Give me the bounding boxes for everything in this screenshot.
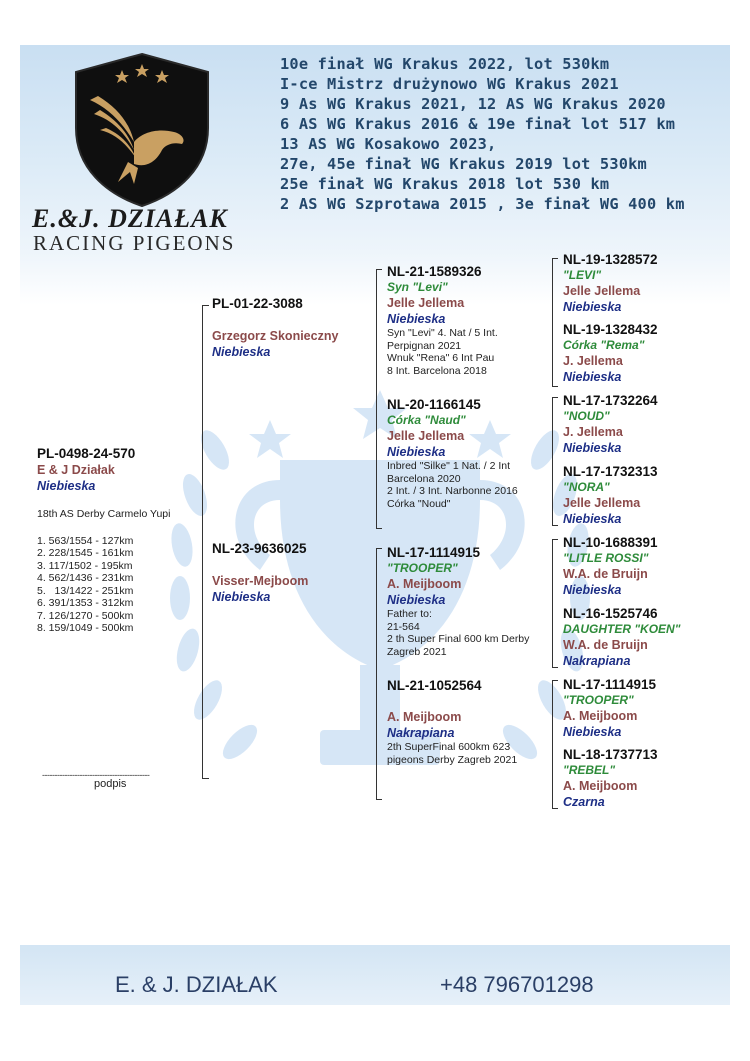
color: Niebieska — [563, 725, 622, 739]
result-line: 5. 13/1422 - 251km — [37, 584, 134, 597]
color: Niebieska — [387, 445, 446, 459]
dsd-pigeon — [563, 606, 733, 669]
dam-pigeon — [212, 541, 372, 605]
breeder: W.A. de Bruijn — [563, 638, 648, 652]
bracket-dd — [552, 680, 558, 809]
breeder: J. Jellema — [563, 354, 623, 368]
sdd-pigeon — [563, 464, 733, 527]
note-line: Barcelona 2020 — [387, 472, 461, 485]
note-line: 2 Int. / 3 Int. Narbonne 2016 — [387, 485, 518, 497]
breeder: Jelle Jellema — [387, 429, 465, 443]
note-line: pigeons Derby Zagreb 2021 — [387, 753, 518, 766]
footer-phone: +48 796701298 — [440, 972, 594, 997]
note-line: 2th SuperFinal 600km 623 — [387, 741, 511, 753]
color: Czarna — [563, 795, 605, 809]
achievement-line: 9 As WG Krakus 2021, 12 AS WG Krakus 2020 — [280, 95, 666, 113]
color: Nakrapiana — [563, 654, 631, 668]
achievement-line: 10e finał WG Krakus 2022, lot 530km — [280, 55, 610, 73]
achievement-line: 27e, 45e finał WG Krakus 2019 lot 530km — [280, 155, 647, 173]
note-line: Wnuk "Rena" 6 Int Pau — [387, 352, 495, 364]
bracket-dam — [376, 548, 382, 800]
signature-line: ------------------------------------------- — [42, 770, 150, 780]
pigeon-name: "LEVI" — [563, 268, 602, 282]
ring-number: NL-17-1114915 — [387, 545, 481, 560]
color: Niebieska — [387, 593, 446, 607]
color: Niebieska — [37, 479, 96, 493]
result-line: 8. 159/1049 - 500km — [37, 622, 134, 634]
ring-number: NL-17-1732264 — [563, 393, 658, 408]
dam-dam-pigeon — [387, 678, 549, 766]
sds-pigeon — [563, 393, 733, 456]
ring-number: PL-01-22-3088 — [212, 296, 303, 311]
bracket-subject — [202, 305, 209, 779]
bracket-ds — [552, 539, 558, 668]
dss-pigeon — [563, 535, 733, 598]
achievement-line: 13 AS WG Kosakowo 2023, — [280, 135, 497, 153]
ring-number: NL-16-1525746 — [563, 606, 658, 621]
breeder: W.A. de Bruijn — [563, 567, 648, 581]
pigeon-name: DAUGHTER "KOEN" — [563, 622, 681, 636]
ring-number: NL-18-1737713 — [563, 747, 658, 762]
breeder: A. Meijboom — [387, 577, 462, 591]
ring-number: PL-0498-24-570 — [37, 446, 136, 461]
achievement-line: 25e finał WG Krakus 2018 lot 530 km — [280, 175, 610, 193]
sss-pigeon — [563, 252, 733, 315]
achievement-line: 6 AS WG Krakus 2016 & 19e finał lot 517 km — [280, 115, 676, 133]
breeder: J. Jellema — [563, 425, 623, 439]
breeder: A. Meijboom — [563, 709, 638, 723]
bracket-sire — [376, 269, 382, 529]
ring-number: NL-21-1052564 — [387, 678, 482, 693]
footer-name: E. & J. DZIAŁAK — [115, 972, 278, 997]
ring-number: NL-17-1114915 — [563, 677, 657, 692]
pigeon-name: "NOUD" — [563, 409, 610, 423]
color: Niebieska — [563, 512, 622, 526]
achievements-list — [280, 54, 685, 214]
breeder: Jelle Jellema — [563, 496, 641, 510]
breeder: Grzegorz Skonieczny — [212, 329, 339, 343]
color: Nakrapiana — [387, 726, 455, 740]
ring-number: NL-23-9636025 — [212, 541, 307, 556]
note-line: Inbred "Silke" 1 Nat. / 2 Int — [387, 460, 511, 472]
bracket-sd — [552, 397, 558, 526]
note-line: Father to: — [387, 608, 432, 620]
color: Niebieska — [212, 345, 271, 359]
color: Niebieska — [563, 441, 622, 455]
sire-sire-pigeon — [387, 264, 549, 377]
result-line: 4. 562/1436 - 231km — [37, 572, 134, 584]
ddd-pigeon — [563, 747, 733, 810]
pigeon-name: "LITLE ROSSI" — [563, 551, 649, 565]
note-line: 21-564 — [387, 620, 420, 633]
pigeon-name: "NORA" — [563, 480, 610, 494]
note-line: 2 th Super Final 600 km Derby — [387, 633, 530, 645]
ring-number: NL-19-1328572 — [563, 252, 658, 267]
note-line: Syn "Levi" 4. Nat / 5 Int. — [387, 327, 498, 339]
pigeon-name: Córka "Naud" — [387, 413, 466, 427]
dam-sire-pigeon — [387, 545, 549, 658]
achievement-line: 2 AS WG Szprotawa 2015 , 3e finał WG 400 km — [280, 195, 685, 213]
pigeon-name: Córka "Rema" — [563, 338, 645, 352]
breeder: A. Meijboom — [387, 710, 462, 724]
ssd-pigeon — [563, 322, 733, 385]
color: Niebieska — [387, 312, 446, 326]
result-line: 2. 228/1545 - 161km — [37, 547, 134, 559]
note-line: Perpignan 2021 — [387, 339, 462, 352]
ring-number: NL-21-1589326 — [387, 264, 482, 279]
breeder: Jelle Jellema — [563, 284, 641, 298]
result-line: 1. 563/1554 - 127km — [37, 534, 134, 547]
pigeon-name: "TROOPER" — [563, 693, 634, 707]
result-line: 6. 391/1353 - 312km — [37, 597, 134, 609]
breeder: E & J Działak — [37, 463, 115, 477]
result-line: 3. 117/1502 - 195km — [37, 559, 133, 572]
breeder: A. Meijboom — [563, 779, 638, 793]
sire-dam-pigeon — [387, 397, 549, 510]
pigeon-name: "TROOPER" — [387, 561, 458, 575]
achievement-line: I-ce Mistrz drużynowo WG Krakus 2021 — [280, 75, 619, 93]
note-line: Córka "Noud" — [387, 497, 451, 510]
pigeon-name — [387, 694, 549, 709]
brand-name: E.&J. DZIAŁAK — [32, 204, 228, 233]
breeder: Jelle Jellema — [387, 296, 465, 310]
eagle-shield-logo-icon — [68, 50, 216, 210]
result-line: 7. 126/1270 - 500km — [37, 609, 134, 622]
pigeon-name: Syn "Levi" — [387, 280, 448, 294]
pigeon-name: "REBEL" — [563, 763, 616, 777]
ring-number: NL-19-1328432 — [563, 322, 658, 337]
note: 18th AS Derby Carmelo Yupi — [37, 508, 171, 520]
signature-label: podpis — [94, 778, 127, 790]
brand-subtitle: RACING PIGEONS — [33, 231, 236, 255]
color: Niebieska — [563, 583, 622, 597]
ring-number: NL-17-1732313 — [563, 464, 658, 479]
color: Niebieska — [563, 370, 622, 384]
note-line: Zagreb 2021 — [387, 645, 447, 658]
breeder: Visser-Mejboom — [212, 574, 309, 588]
color: Niebieska — [563, 300, 622, 314]
note-line: 8 Int. Barcelona 2018 — [387, 364, 487, 377]
ring-number: NL-10-1688391 — [563, 535, 658, 550]
bracket-ss — [552, 258, 558, 387]
color: Niebieska — [212, 590, 271, 604]
sire-pigeon — [212, 296, 372, 360]
dds-pigeon — [563, 677, 733, 740]
subject-pigeon — [37, 446, 202, 635]
ring-number: NL-20-1166145 — [387, 397, 481, 412]
